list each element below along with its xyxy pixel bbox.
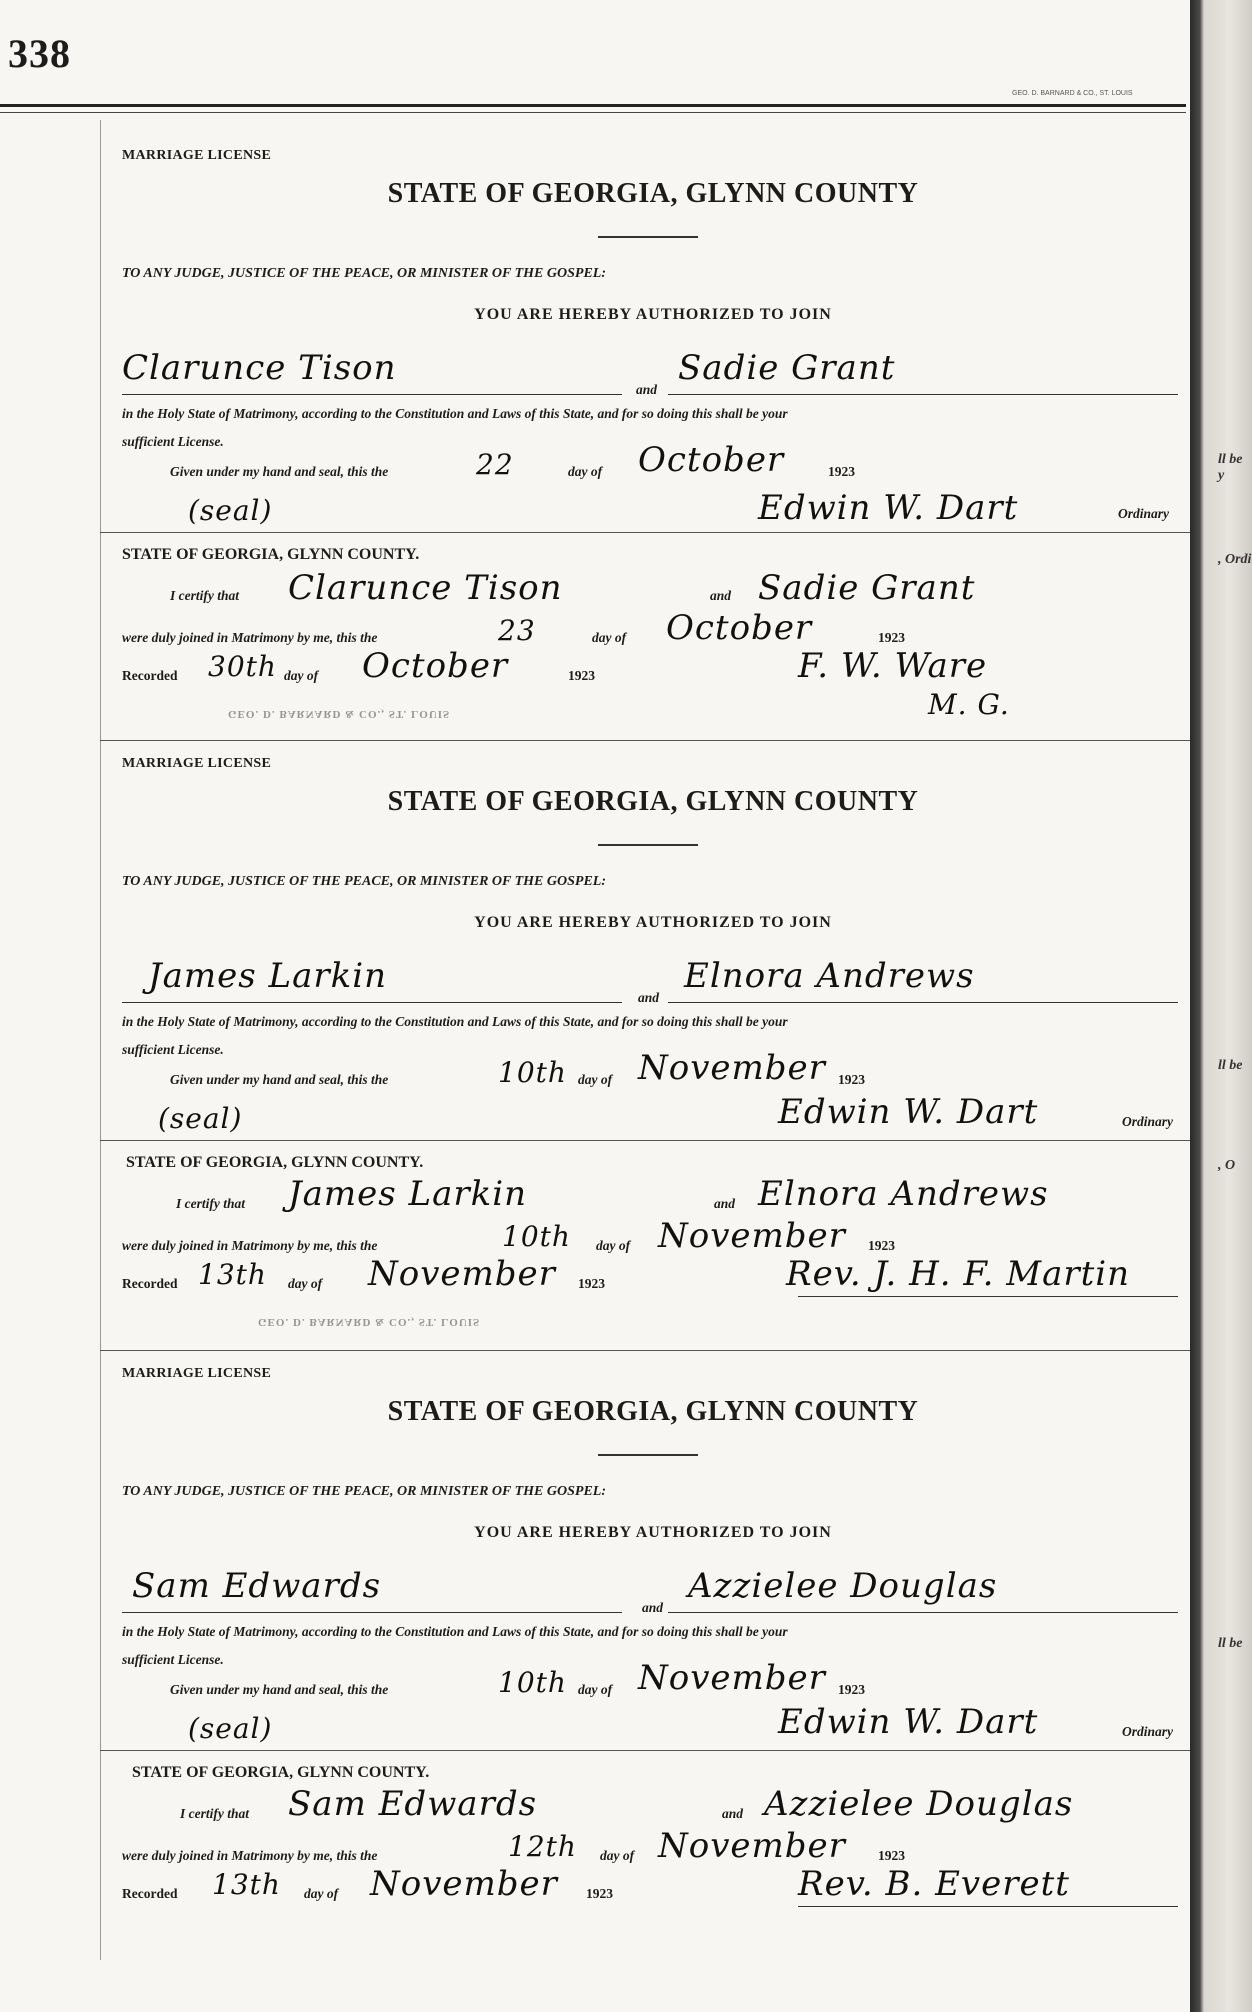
recorded-day: 30th <box>208 650 277 683</box>
day-of-label: day of <box>304 1886 339 1901</box>
title-rule <box>598 844 698 846</box>
officiant-signature: Rev. J. H. F. Martin <box>786 1254 1131 1294</box>
recorded-month: November <box>368 1254 556 1294</box>
ordinary-label: Ordinary <box>1122 1114 1174 1129</box>
given-line: Given under my hand and seal, this the <box>170 464 389 479</box>
seal-mark: (seal) <box>188 1712 273 1745</box>
day-of-label: day of <box>568 464 603 479</box>
cert-bride: Sadie Grant <box>758 568 976 608</box>
issue-day: 10th <box>498 1056 567 1089</box>
authorized-line: YOU ARE HEREBY AUTHORIZED TO JOIN <box>474 306 832 323</box>
seal-mark: (seal) <box>158 1102 243 1135</box>
married-day: 10th <box>502 1220 571 1253</box>
duly-joined-line: were duly joined in Matrimony by me, this the <box>122 1848 378 1863</box>
groom-underline <box>122 1612 622 1613</box>
day-of-label: day of <box>578 1682 613 1697</box>
and-label: and <box>638 990 660 1005</box>
day-of-label: day of <box>596 1238 631 1253</box>
married-year: 1923 <box>878 630 905 645</box>
recorded-day: 13th <box>198 1258 267 1291</box>
certificate-header: STATE OF GEORGIA, GLYNN COUNTY. <box>126 1154 424 1171</box>
ordinary-signature: Edwin W. Dart <box>778 1092 1039 1132</box>
ordinary-label: Ordinary <box>1118 506 1170 521</box>
given-line: Given under my hand and seal, this the <box>170 1682 389 1697</box>
bride-name: Sadie Grant <box>678 348 896 388</box>
addressee-line: TO ANY JUDGE, JUSTICE OF THE PEACE, OR MINISTER OF THE GOSPEL: <box>122 874 606 889</box>
bride-underline <box>668 1002 1178 1003</box>
bride-name: Elnora Andrews <box>684 956 975 996</box>
license-title: STATE OF GEORGIA, GLYNN COUNTY <box>387 1396 919 1427</box>
binding-text: , O <box>1218 1158 1236 1173</box>
authorized-line: YOU ARE HEREBY AUTHORIZED TO JOIN <box>474 914 832 931</box>
book-binding <box>1190 0 1252 2012</box>
recorded-label: Recorded <box>122 1276 178 1291</box>
issue-month: November <box>638 1048 826 1088</box>
cert-groom: Sam Edwards <box>288 1784 538 1824</box>
and-label: and <box>636 382 658 397</box>
bleed-through-stamp: GEO. D. BARNARD & CO., ST. LOUIS <box>258 1316 481 1328</box>
groom-underline <box>122 394 622 395</box>
top-rule <box>0 104 1186 107</box>
recorded-year: 1923 <box>568 668 595 683</box>
officiant-signature: Rev. B. Everett <box>798 1864 1070 1904</box>
day-of-label: day of <box>578 1072 613 1087</box>
addressee-line: TO ANY JUDGE, JUSTICE OF THE PEACE, OR MINISTER OF THE GOSPEL: <box>122 1484 606 1499</box>
officiant-signature: F. W. Ware <box>798 646 988 686</box>
recorded-month: November <box>370 1864 558 1904</box>
certify-label: I certify that <box>170 588 239 603</box>
license-title: STATE OF GEORGIA, GLYNN COUNTY <box>387 786 919 817</box>
issue-year: 1923 <box>838 1682 865 1697</box>
recorded-year: 1923 <box>578 1276 605 1291</box>
section-divider <box>100 1140 1190 1141</box>
year-prefix: 1923 <box>828 464 855 479</box>
married-month: November <box>658 1216 846 1256</box>
license-label: MARRIAGE LICENSE <box>122 1366 272 1381</box>
recorded-label: Recorded <box>122 1886 178 1901</box>
recorded-month: October <box>362 646 509 686</box>
bride-underline <box>668 394 1178 395</box>
seal-mark: (seal) <box>188 494 273 527</box>
certificate-header: STATE OF GEORGIA, GLYNN COUNTY. <box>132 1764 430 1781</box>
and-label: and <box>722 1806 744 1821</box>
title-rule <box>598 236 698 238</box>
bride-underline <box>668 1612 1178 1613</box>
and-label: and <box>714 1196 736 1211</box>
recorded-label: Recorded <box>122 668 178 683</box>
sufficient-line: sufficient License. <box>122 434 224 449</box>
cert-bride: Elnora Andrews <box>758 1174 1049 1214</box>
groom-name: Clarunce Tison <box>122 348 397 388</box>
married-year: 1923 <box>868 1238 895 1253</box>
officiant-underline <box>798 1296 1178 1297</box>
duly-joined-line: were duly joined in Matrimony by me, this the <box>122 1238 378 1253</box>
groom-underline <box>122 1002 622 1003</box>
day-of-label: day of <box>284 668 319 683</box>
and-label: and <box>642 1600 664 1615</box>
license-separator <box>100 1350 1190 1351</box>
certify-label: I certify that <box>180 1806 249 1821</box>
day-of-label: day of <box>600 1848 635 1863</box>
binding-text: ll be <box>1218 1058 1243 1073</box>
page-number: 338 <box>8 31 71 76</box>
license-label: MARRIAGE LICENSE <box>122 148 272 163</box>
matrimony-line: in the Holy State of Matrimony, according to the Constitution and Laws of this State, and for so doing this shall be your <box>122 406 788 421</box>
issue-day: 22 <box>476 448 514 481</box>
bride-name: Azzielee Douglas <box>688 1566 998 1606</box>
license-label: MARRIAGE LICENSE <box>122 756 272 771</box>
duly-joined-line: were duly joined in Matrimony by me, this the <box>122 630 378 645</box>
issue-month: October <box>638 440 785 480</box>
ordinary-signature: Edwin W. Dart <box>778 1702 1039 1742</box>
given-line: Given under my hand and seal, this the <box>170 1072 389 1087</box>
officiant-title: M. G. <box>928 688 1010 721</box>
binding-text: ll be y <box>1218 452 1243 483</box>
married-day: 12th <box>508 1830 577 1863</box>
groom-name: Sam Edwards <box>132 1566 382 1606</box>
marriage-license-2 <box>118 756 1188 1364</box>
cert-groom: James Larkin <box>288 1174 527 1214</box>
and-label: and <box>710 588 732 603</box>
top-rule-thin <box>0 112 1186 113</box>
recorded-year: 1923 <box>586 1886 613 1901</box>
cert-bride: Azzielee Douglas <box>764 1784 1074 1824</box>
license-separator <box>100 740 1190 741</box>
matrimony-line: in the Holy State of Matrimony, according to the Constitution and Laws of this State, and for so doing this shall be your <box>122 1014 788 1029</box>
title-rule <box>598 1454 698 1456</box>
section-divider <box>100 532 1190 533</box>
married-month: October <box>666 608 813 648</box>
married-month: November <box>658 1826 846 1866</box>
day-of-label: day of <box>288 1276 323 1291</box>
married-year: 1923 <box>878 1848 905 1863</box>
groom-name: James Larkin <box>148 956 387 996</box>
issue-day: 10th <box>498 1666 567 1699</box>
sufficient-line: sufficient License. <box>122 1042 224 1057</box>
married-day: 23 <box>498 614 536 647</box>
binding-text: , Ordi <box>1218 552 1252 567</box>
certificate-header: STATE OF GEORGIA, GLYNN COUNTY. <box>122 546 420 563</box>
bleed-through-stamp: GEO. D. BARNARD & CO., ST. LOUIS <box>228 708 451 720</box>
issue-year: 1923 <box>838 1072 865 1087</box>
sufficient-line: sufficient License. <box>122 1652 224 1667</box>
addressee-line: TO ANY JUDGE, JUSTICE OF THE PEACE, OR MINISTER OF THE GOSPEL: <box>122 266 606 281</box>
issue-month: November <box>638 1658 826 1698</box>
printer-imprint: GEO. D. BARNARD & CO., ST. LOUIS <box>1012 90 1133 97</box>
certify-label: I certify that <box>176 1196 245 1211</box>
matrimony-line: in the Holy State of Matrimony, according to the Constitution and Laws of this State, and for so doing this shall be your <box>122 1624 788 1639</box>
ordinary-label: Ordinary <box>1122 1724 1174 1739</box>
license-title: STATE OF GEORGIA, GLYNN COUNTY <box>387 178 919 209</box>
day-of-label: day of <box>592 630 627 645</box>
recorded-day: 13th <box>212 1868 281 1901</box>
section-divider <box>100 1750 1190 1751</box>
marriage-license-3 <box>118 1366 1188 1974</box>
authorized-line: YOU ARE HEREBY AUTHORIZED TO JOIN <box>474 1524 832 1541</box>
officiant-underline <box>798 1906 1178 1907</box>
ordinary-signature: Edwin W. Dart <box>758 488 1019 528</box>
left-margin-line <box>100 120 101 1960</box>
marriage-license-1 <box>118 148 1188 756</box>
cert-groom: Clarunce Tison <box>288 568 563 608</box>
binding-text: ll be <box>1218 1636 1243 1651</box>
